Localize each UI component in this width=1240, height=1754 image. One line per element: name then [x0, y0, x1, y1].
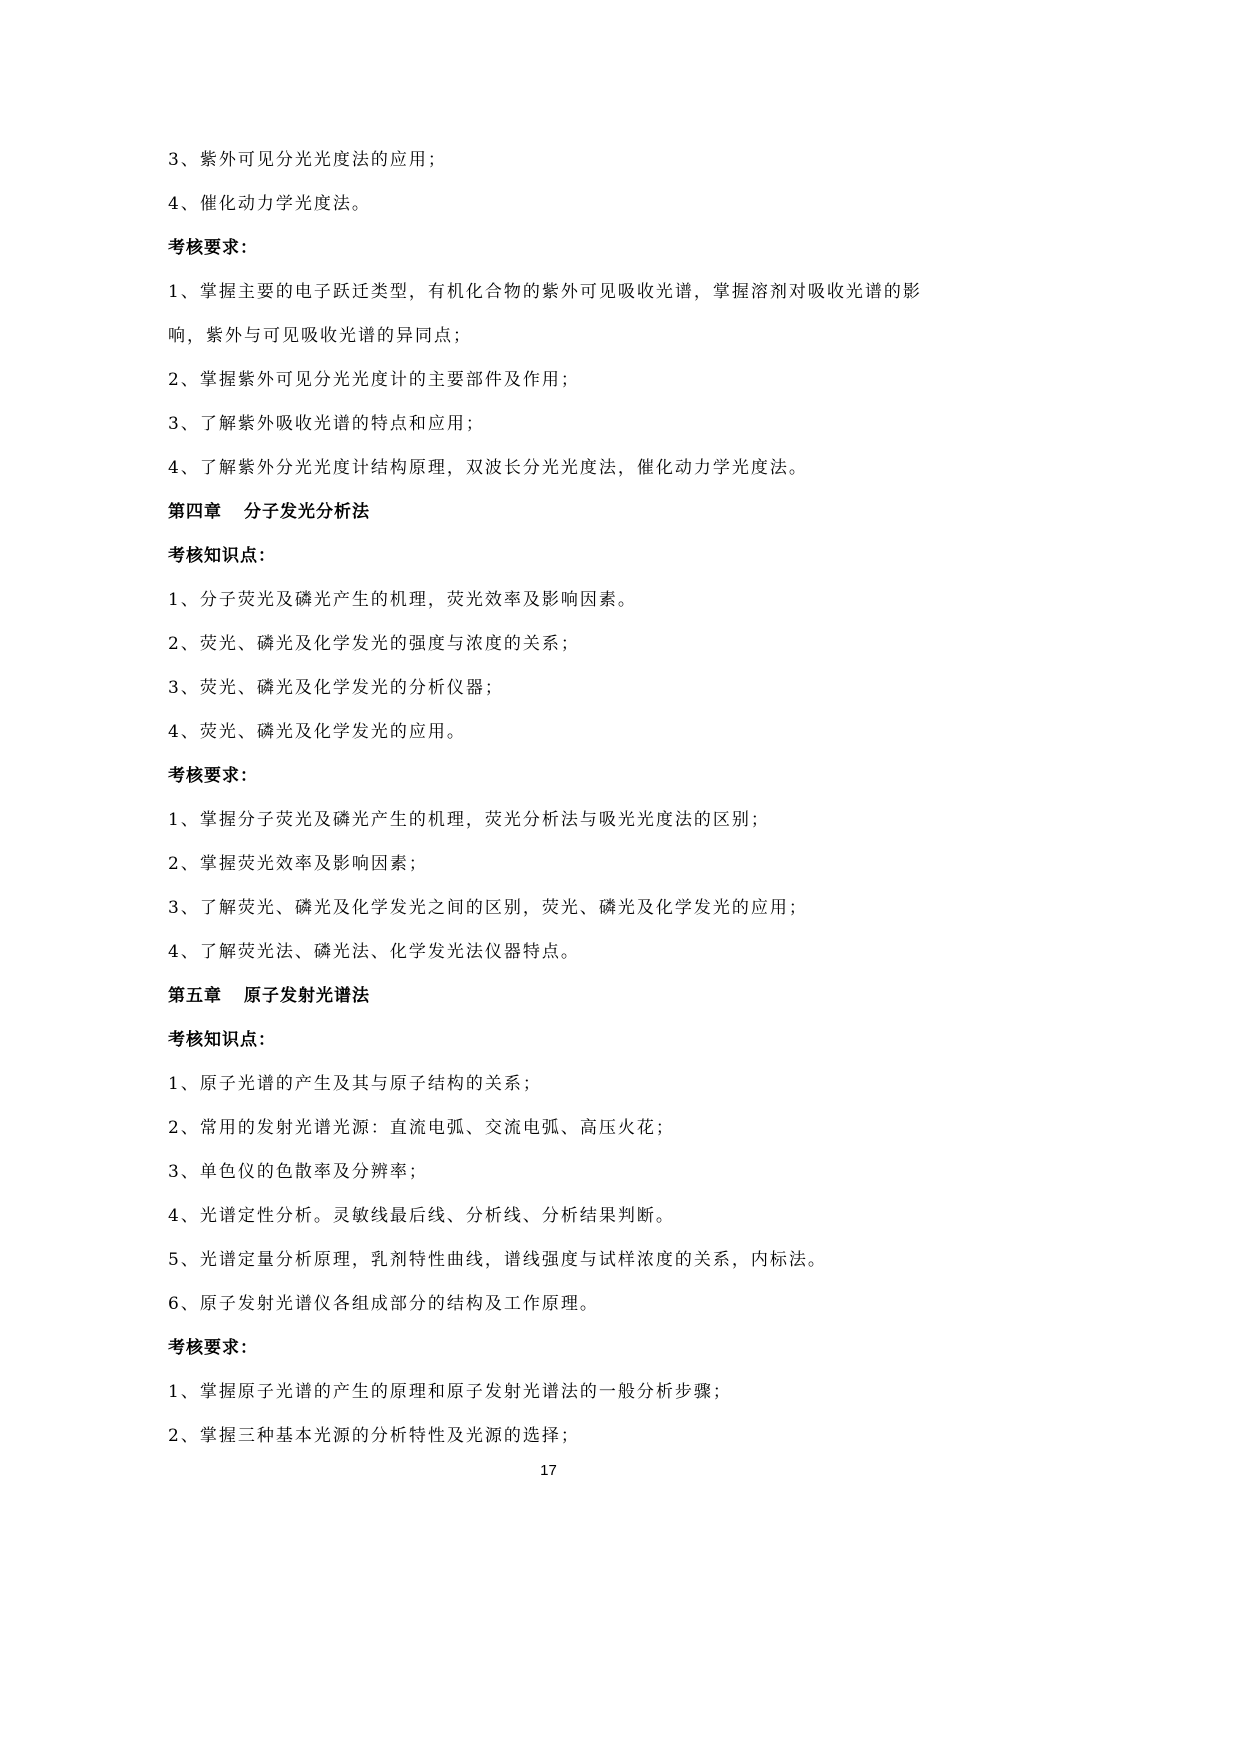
chapter-name: 原子发射光谱法 — [244, 986, 370, 1006]
list-item: 1、掌握分子荧光及磷光产生的机理，荧光分析法与吸光光度法的区别； — [168, 810, 770, 830]
list-item: 1、掌握主要的电子跃迁类型，有机化合物的紫外可见吸收光谱，掌握溶剂对吸收光谱的影响，紫外与可见吸收光谱的异同点； — [168, 282, 922, 346]
section-heading: 考核知识点： — [168, 1030, 276, 1050]
section-heading: 考核要求： — [168, 766, 258, 786]
document-page — [168, 138, 948, 1458]
list-item: 3、紫外可见分光光度法的应用； — [168, 150, 447, 170]
section-heading: 考核要求： — [168, 238, 258, 258]
list-item: 4、荧光、磷光及化学发光的应用。 — [168, 722, 466, 742]
list-item: 2、掌握荧光效率及影响因素； — [168, 854, 428, 874]
chapter-title — [168, 490, 948, 534]
chapter-name: 分子发光分析法 — [244, 502, 370, 522]
page-number: 17 — [540, 1462, 557, 1479]
section-heading: 考核知识点： — [168, 546, 276, 566]
list-item: 2、掌握三种基本光源的分析特性及光源的选择； — [168, 1426, 580, 1446]
list-item: 1、原子光谱的产生及其与原子结构的关系； — [168, 1074, 542, 1094]
list-item: 3、荧光、磷光及化学发光的分析仪器； — [168, 678, 504, 698]
chapter-number: 第四章 — [168, 502, 222, 522]
list-item: 4、催化动力学光度法。 — [168, 194, 371, 214]
list-item: 6、原子发射光谱仪各组成部分的结构及工作原理。 — [168, 1294, 599, 1314]
list-item: 3、了解紫外吸收光谱的特点和应用； — [168, 414, 485, 434]
list-item: 5、光谱定量分析原理，乳剂特性曲线，谱线强度与试样浓度的关系，内标法。 — [168, 1250, 827, 1270]
chapter-title — [168, 974, 948, 1018]
list-item: 2、掌握紫外可见分光光度计的主要部件及作用； — [168, 370, 580, 390]
list-item: 4、光谱定性分析。灵敏线最后线、分析线、分析结果判断。 — [168, 1206, 675, 1226]
list-item: 2、荧光、磷光及化学发光的强度与浓度的关系； — [168, 634, 580, 654]
list-item: 4、了解荧光法、磷光法、化学发光法仪器特点。 — [168, 942, 580, 962]
list-item: 4、了解紫外分光光度计结构原理，双波长分光光度法，催化动力学光度法。 — [168, 458, 808, 478]
list-item: 1、掌握原子光谱的产生的原理和原子发射光谱法的一般分析步骤； — [168, 1382, 732, 1402]
list-item: 3、单色仪的色散率及分辨率； — [168, 1162, 428, 1182]
chapter-number: 第五章 — [168, 986, 222, 1006]
list-item: 1、分子荧光及磷光产生的机理，荧光效率及影响因素。 — [168, 590, 637, 610]
list-item: 3、了解荧光、磷光及化学发光之间的区别，荧光、磷光及化学发光的应用； — [168, 898, 808, 918]
list-item: 2、常用的发射光谱光源：直流电弧、交流电弧、高压火花； — [168, 1118, 675, 1138]
section-heading: 考核要求： — [168, 1338, 258, 1358]
